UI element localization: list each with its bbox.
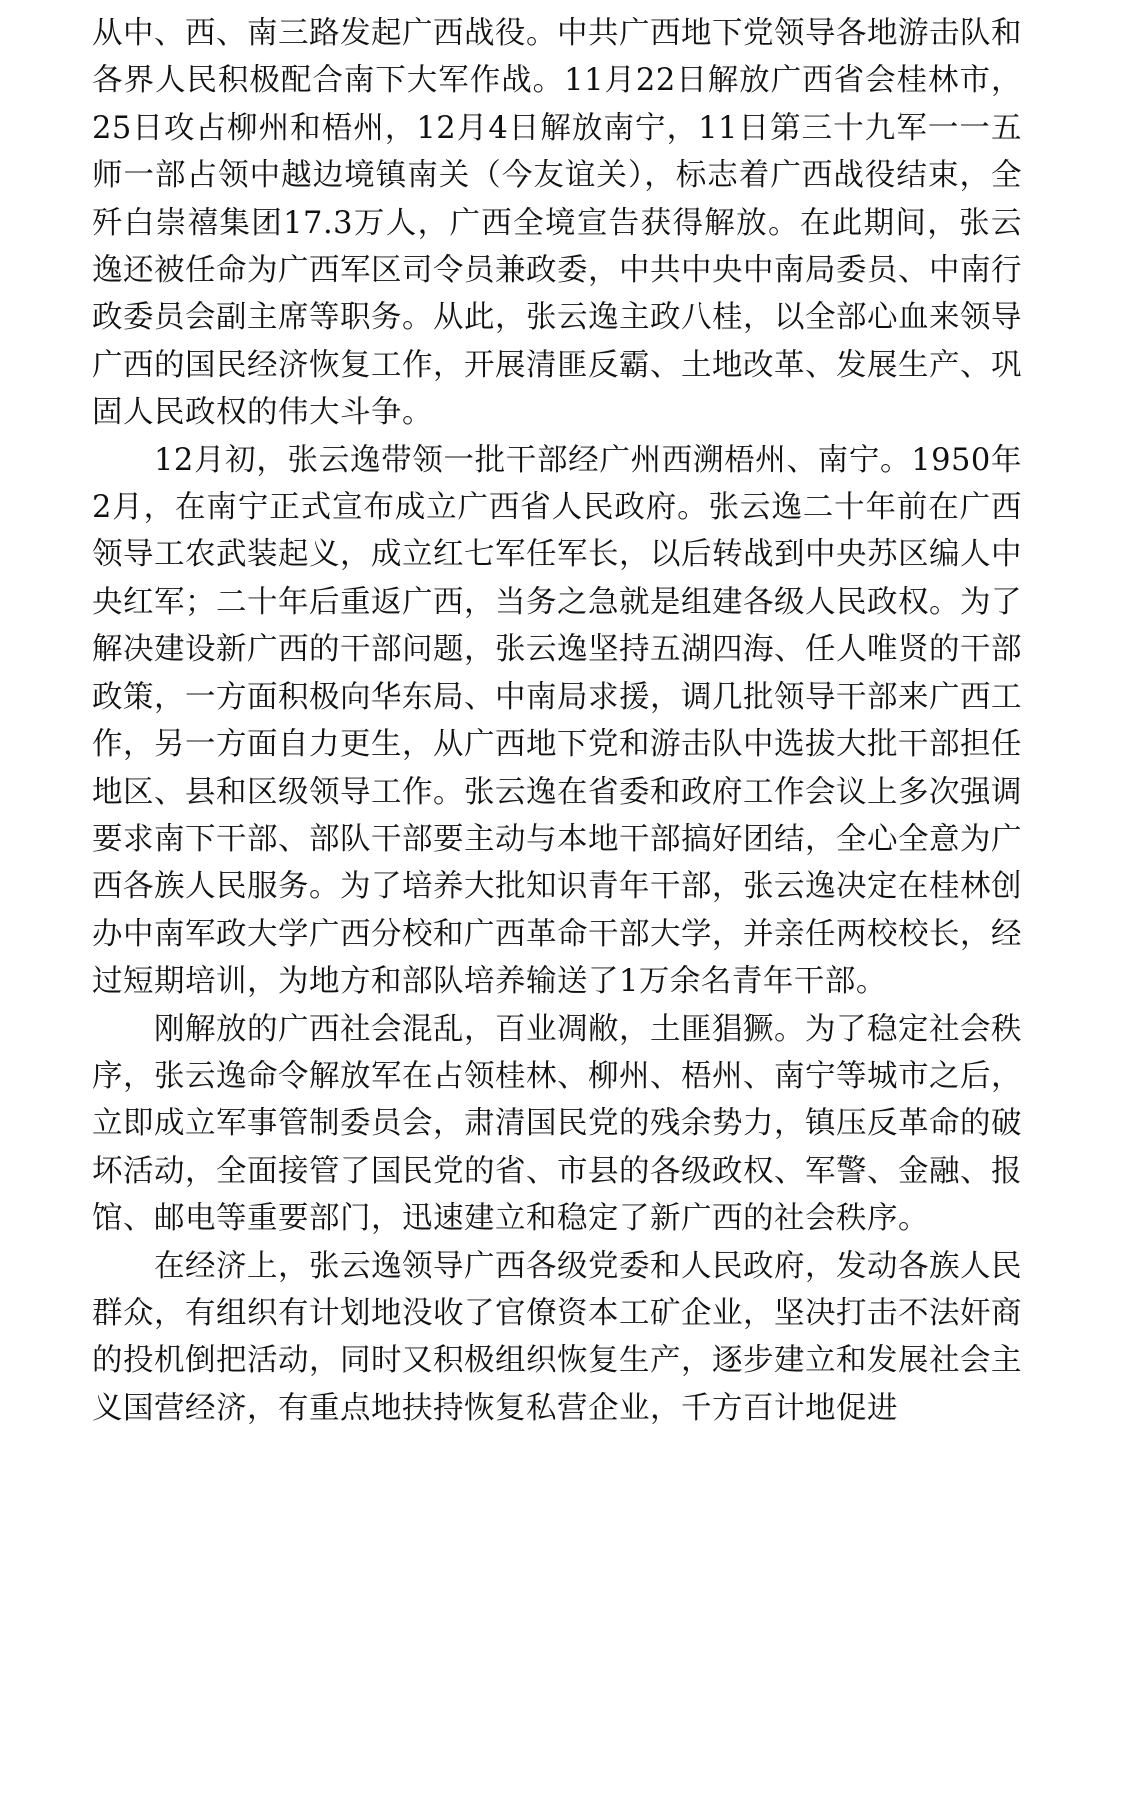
paragraph-3: 刚解放的广西社会混乱，百业凋敝，土匪猖獗。为了稳定社会秩序，张云逸命令解放军在占领桂林、柳州、梧州、南宁等城市之后，立即成立军事管制委员会，肃清国民党的残余势力，镇压反革命的破坏活动，全面接管了国民党的省、市县的各级政权、军警、金融、报馆、邮电等重要部门，迅速建立和稳定了新广西的社会秩序。 xyxy=(92,1011,1022,1237)
paragraph-1: 从中、西、南三路发起广西战役。中共广西地下党领导各地游击队和各界人民积极配合南下大军作战。11月22日解放广西省会桂林市，25日攻占柳州和梧州，12月4日解放南宁，11日第三十九军一一五师一部占领中越边境镇南关（今友谊关），标志着广西战役结束，全歼白崇禧集团17.3万人，广西全境宣告获得解放。在此期间，张云逸还被任命为广西军区司令员兼政委，中共中央中南局委员、中南行政委员会副主席等职务。从此，张云逸主政八桂，以全部心血来领导广西的国民经济恢复工作，开展清匪反霸、土地改革、发展生产、巩固人民政权的伟大斗争。 xyxy=(92,16,1022,431)
paragraph-4: 在经济上，张云逸领导广西各级党委和人民政府，发动各族人民群众，有组织有计划地没收了官僚资本工矿企业，坚决打击不法奸商的投机倒把活动，同时又积极组织恢复生产，逐步建立和发展社会主义国营经济，有重点地扶持恢复私营企业，千方百计地促进 xyxy=(92,1248,1022,1426)
paragraph-2: 12月初，张云逸带领一批干部经广州西溯梧州、南宁。1950年2月，在南宁正式宣布成立广西省人民政府。张云逸二十年前在广西领导工农武装起义，成立红七军任军长，以后转战到中央苏区编人中央红军；二十年后重返广西，当务之急就是组建各级人民政权。为了解决建设新广西的干部问题，张云逸坚持五湖四海、任人唯贤的干部政策，一方面积极向华东局、中南局求援，调几批领导干部来广西工作，另一方面自力更生，从广西地下党和游击队中选拔大批干部担任地区、县和区级领导工作。张云逸在省委和政府工作会议上多次强调要求南下干部、部队干部要主动与本地干部搞好团结，全心全意为广西各族人民服务。为了培养大批知识青年干部，张云逸决定在桂林创办中南军政大学广西分校和广西革命干部大学，并亲任两校校长，经过短期培训，为地方和部队培养输送了1万余名青年干部。 xyxy=(92,442,1022,1000)
document-body xyxy=(92,10,1022,1432)
